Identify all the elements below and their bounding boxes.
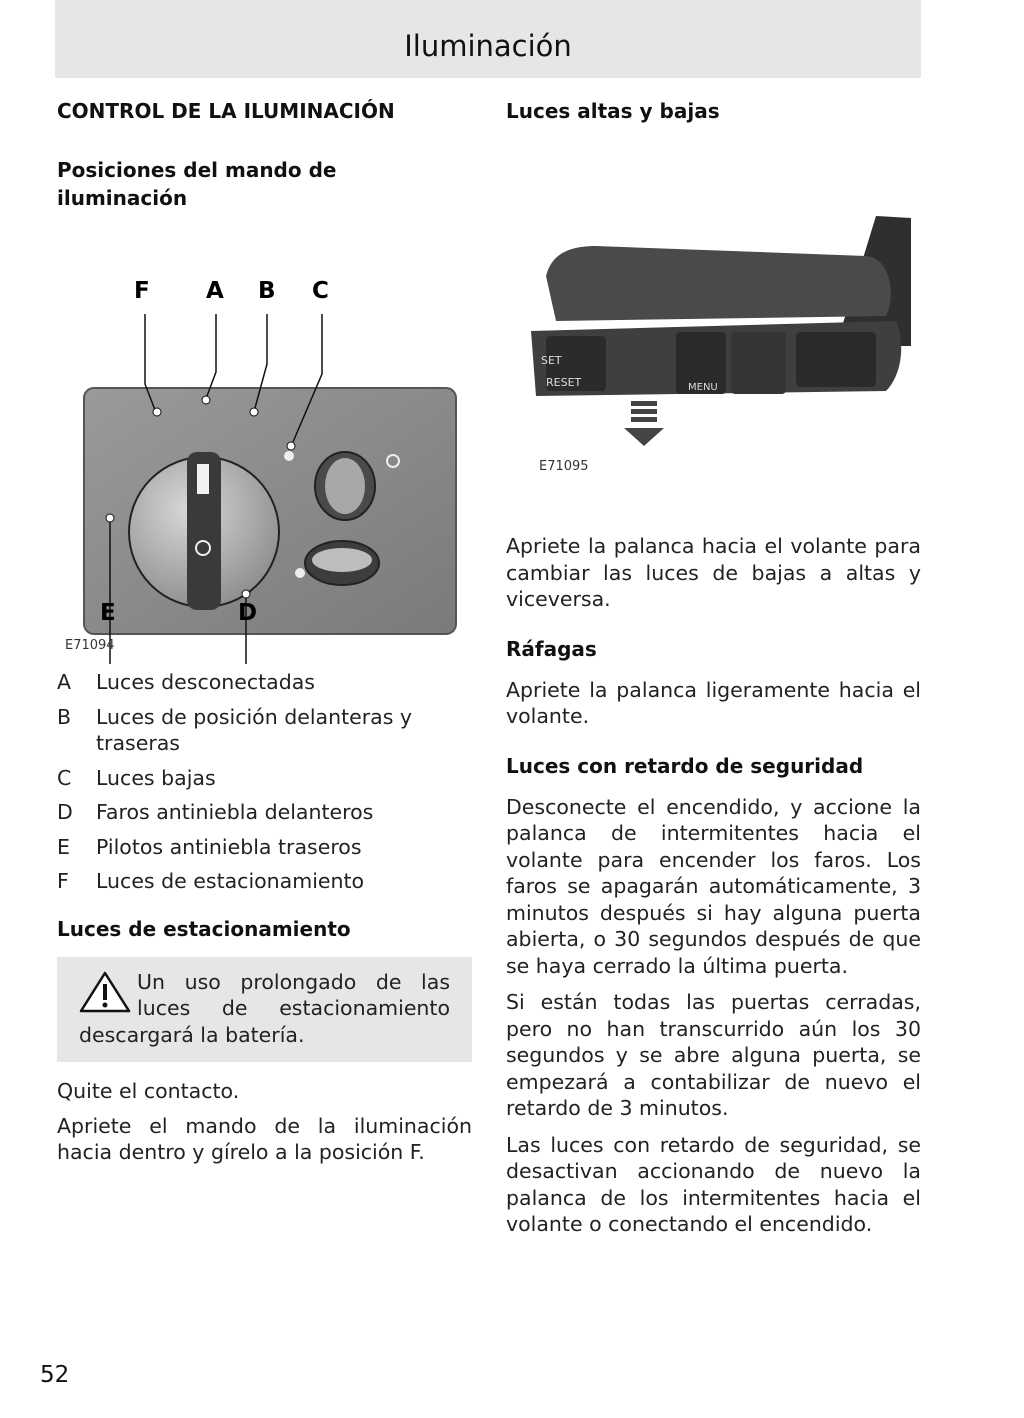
legend-item: C Luces bajas	[57, 765, 216, 790]
callout-c: C	[312, 278, 329, 304]
stalk-figure	[506, 146, 921, 501]
legend-item: A Luces desconectadas	[57, 670, 315, 694]
callout-b: B	[258, 278, 276, 304]
paragraph: Desconecte el encendido, y accione la palanca de intermitentes hacia el volante para encender los faros. Los faros se apagarán automáticamente, 3 minutos después si hay alguna puerta abierta, o 30 segundos después de que se haya cerrado la última puerta.	[506, 794, 921, 978]
legend-item: F Luces de estacionamiento	[57, 869, 365, 893]
right-column	[506, 96, 921, 1238]
paragraph: Apriete la palanca ligeramente hacia el volante.	[506, 677, 921, 728]
delay-heading: Luces con retardo de seguridad	[506, 753, 864, 778]
warning-icon	[79, 971, 131, 1013]
page-title: Iluminación	[404, 29, 572, 63]
set-label: SET	[541, 354, 562, 367]
page-header	[55, 0, 921, 78]
legend-item: D Faros antiniebla delanteros	[57, 800, 374, 824]
warning-text: Un uso prolongado de las luces de estacionamiento descargará la batería.	[79, 969, 450, 1047]
callout-d: D	[238, 600, 258, 626]
legend-item: E Pilotos antiniebla traseros	[57, 834, 362, 859]
section-heading: CONTROL DE LA ILUMINACIÓN	[57, 99, 395, 123]
paragraph: Las luces con retardo de seguridad, se desactivan accionando de nuevo la palanca de los intermitentes hacia el volante o conectando el encendido.	[506, 1132, 921, 1236]
menu-label: MENU	[688, 382, 718, 393]
light-switch-illustration	[57, 304, 472, 664]
warning-box	[57, 957, 472, 1063]
light-switch-figure	[57, 234, 472, 653]
reset-label: RESET	[546, 376, 582, 389]
paragraph: Apriete el mando de la iluminación hacia dentro y gírelo a la posición F.	[57, 1113, 472, 1164]
page-number: 52	[40, 1362, 70, 1388]
section-heading: Luces altas y bajas	[506, 99, 720, 123]
stalk-illustration	[506, 146, 921, 446]
paragraph: Si están todas las puertas cerradas, pero no han transcurrido aún los 30 segundos y se abre alguna puerta, se empezará a contabilizar de nuevo el retardo de 3 minutos.	[506, 990, 921, 1120]
callout-a: A	[206, 278, 224, 304]
figure-code: E71095	[539, 459, 589, 474]
paragraph: Quite el contacto.	[57, 1079, 240, 1103]
parking-heading: Luces de estacionamiento	[57, 916, 351, 941]
legend-item: B Luces de posición delanteras y traseras	[57, 704, 413, 755]
left-column	[57, 96, 472, 1166]
down-arrow-icon	[624, 401, 664, 446]
subsection-heading: Posiciones del mando de iluminación	[57, 158, 337, 210]
callout-e: E	[100, 600, 116, 626]
paragraph: Apriete la palanca hacia el volante para cambiar las luces de bajas a altas y viceversa.	[506, 534, 921, 611]
flash-heading: Ráfagas	[506, 636, 597, 661]
legend-list	[57, 669, 472, 895]
callout-f: F	[134, 278, 150, 304]
figure-code: E71094	[65, 638, 115, 653]
